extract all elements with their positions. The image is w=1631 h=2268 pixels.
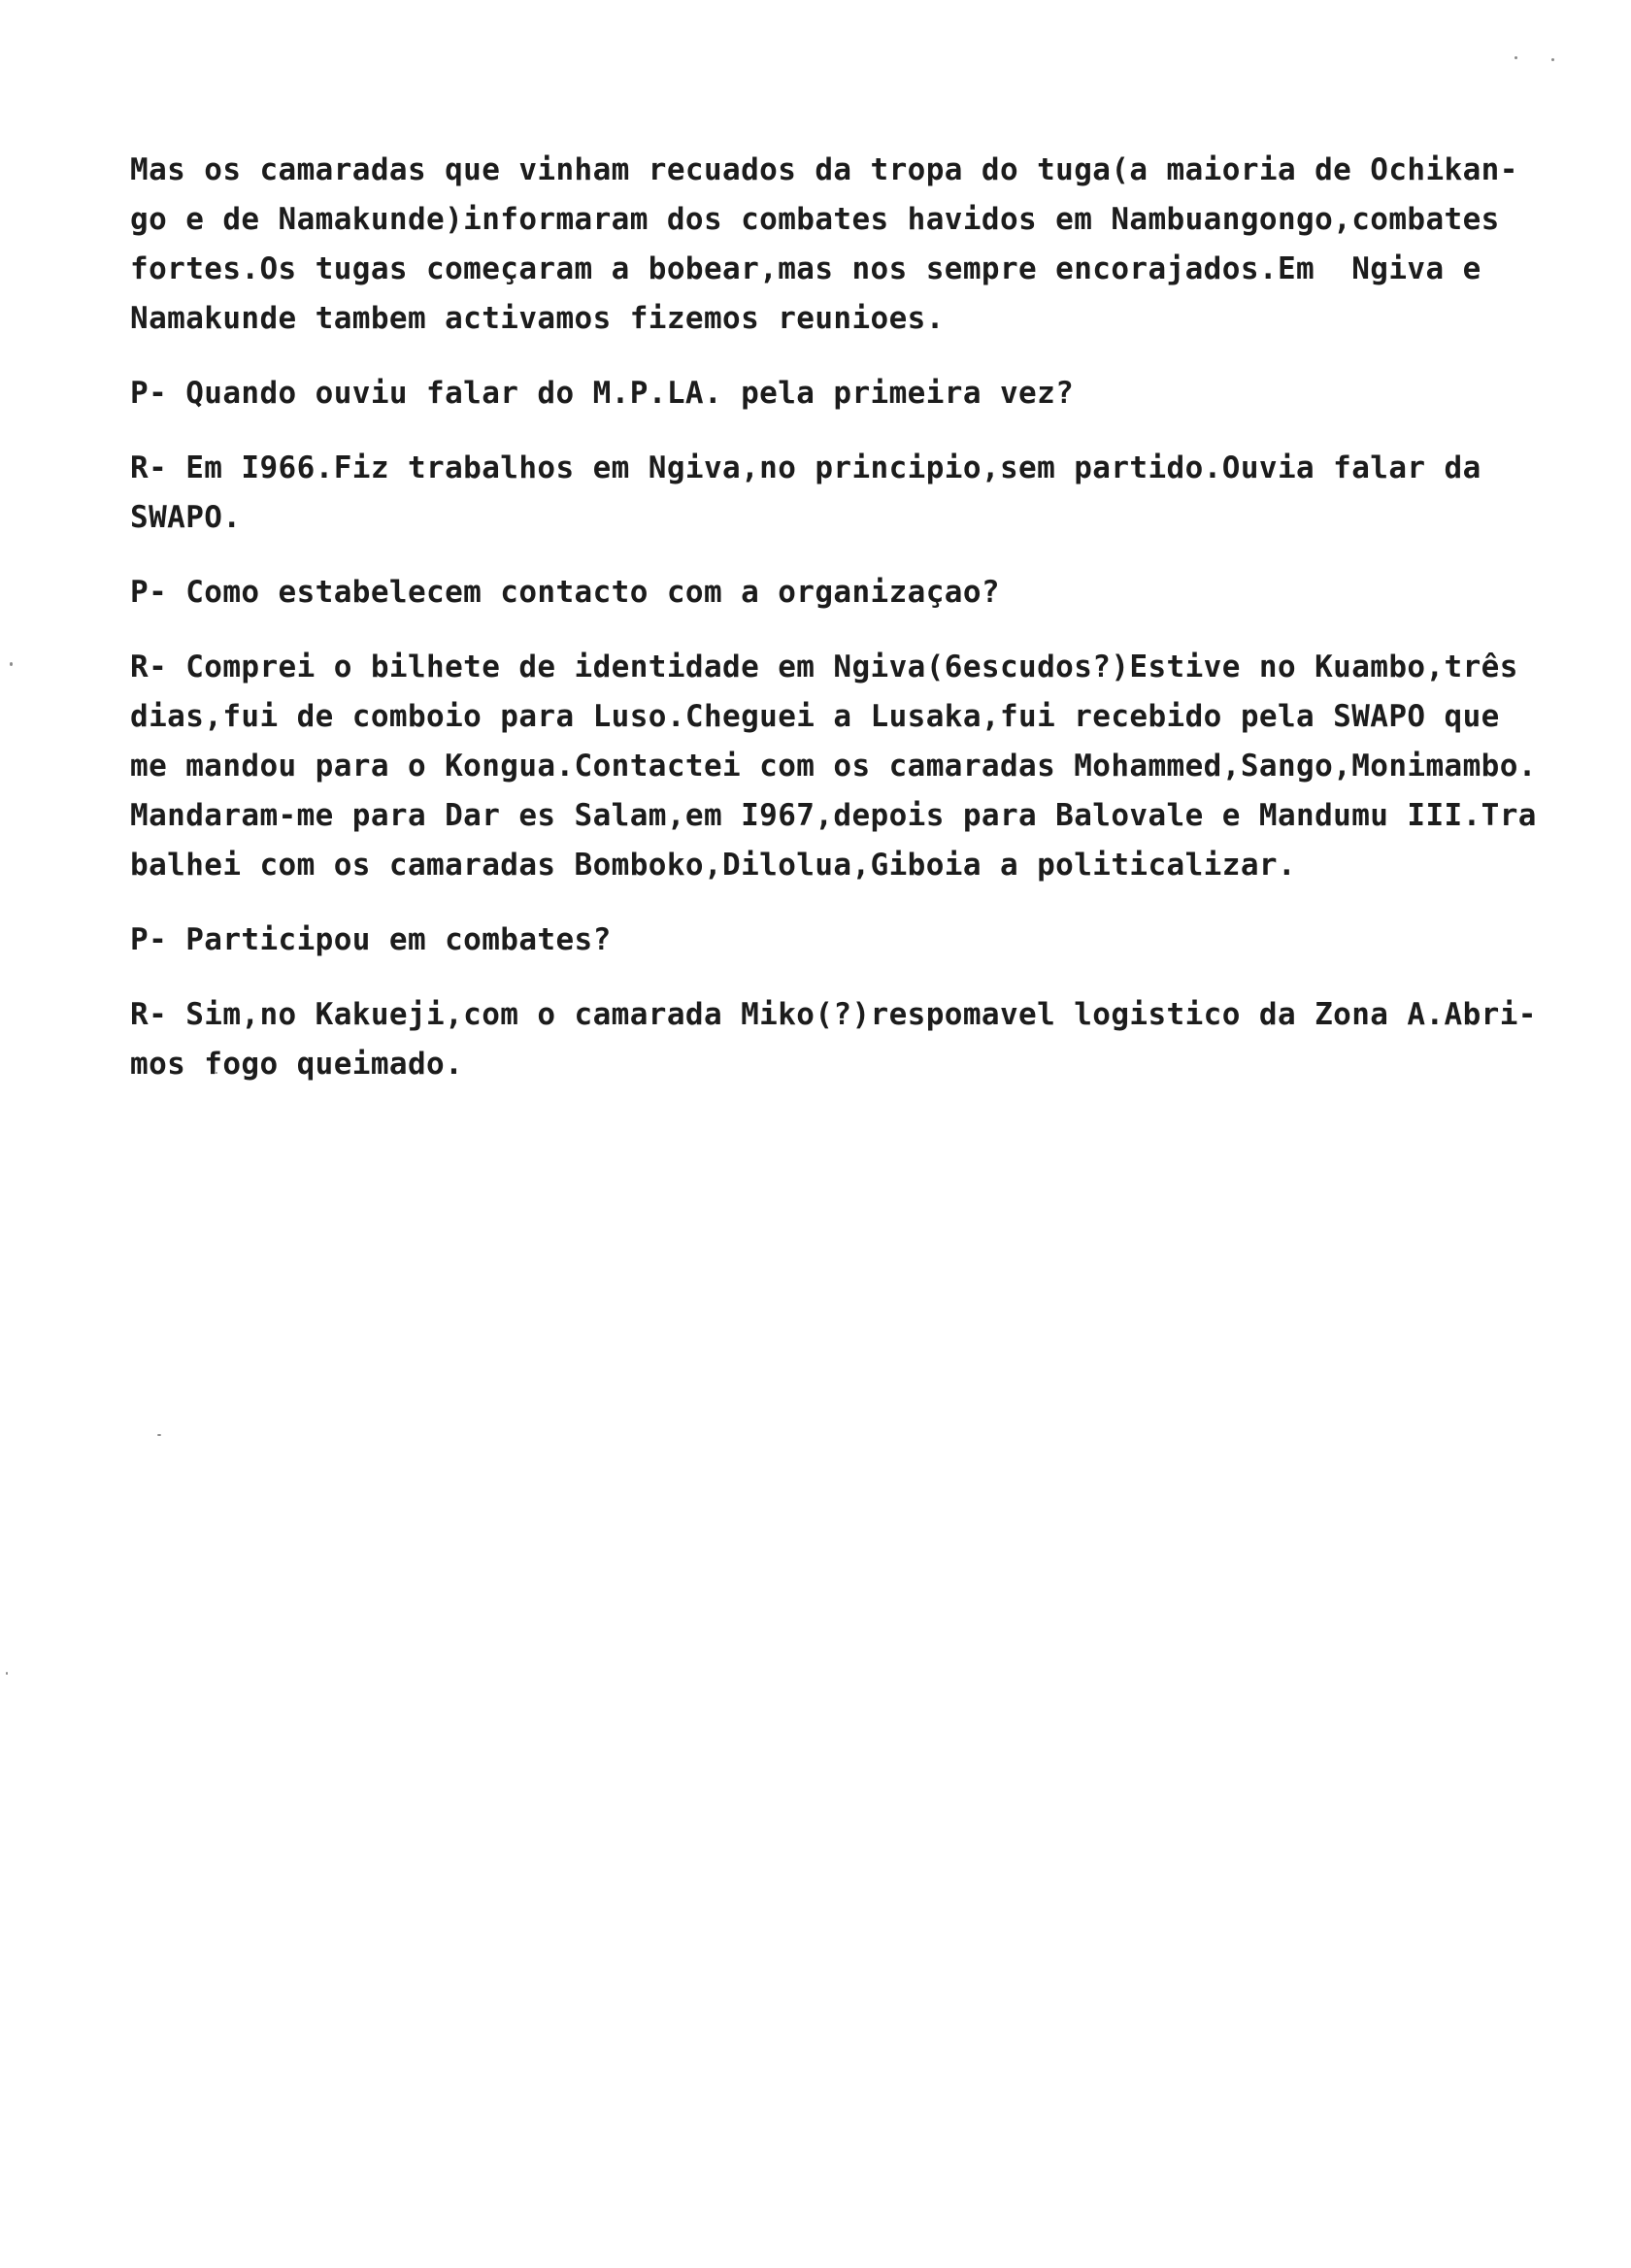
scan-speck [6,1672,8,1675]
answer-2 [130,643,1586,890]
text-line: balhei com os camaradas Bomboko,Dilolua,Giboia a politicalizar. [130,848,1297,883]
text-line: Namakunde tambem activamos fizemos reunioes. [130,301,945,336]
text-line: P- Quando ouviu falar do M.P.LA. pela primeira vez? [130,376,1075,411]
question-3 [130,916,1586,965]
scan-speck [1514,56,1517,59]
text-line: go e de Namakunde)informaram dos combates havidos em Nambuangongo,combates [130,202,1500,237]
scan-speck [157,1434,161,1436]
answer-1 [130,444,1586,543]
text-line: dias,fui de comboio para Luso.Cheguei a Lusaka,fui recebido pela SWAPO que [130,699,1500,734]
text-line: Mandaram-me para Dar es Salam,em I967,depois para Balovale e Mandumu III.Tra [130,798,1537,833]
text-line: fortes.Os tugas começaram a bobear,mas nos sempre encorajados.Em Ngiva e [130,251,1481,286]
text-line: P- Como estabelecem contacto com a organizaçao? [130,575,1000,610]
text-line: Mas os camaradas que vinham recuados da tropa do tuga(a maioria de Ochikan- [130,152,1518,187]
text-line: mos fogo queimado. [130,1047,464,1082]
text-line: P- Participou em combates? [130,922,612,957]
text-line: me mandou para o Kongua.Contactei com os camaradas Mohammed,Sango,Monimambo. [130,749,1537,784]
answer-3 [130,990,1586,1089]
typewritten-text [130,146,1586,1115]
text-line: SWAPO. [130,500,242,535]
scan-speck [1551,58,1554,61]
text-line: R- Sim,no Kakueji,com o camarada Miko(?)respomavel logistico da Zona A.Abri- [130,997,1537,1032]
question-1 [130,369,1586,418]
question-2 [130,568,1586,617]
scan-speck [10,662,13,666]
text-line: R- Comprei o bilhete de identidade em Ngiva(6escudos?)Estive no Kuambo,três [130,650,1518,684]
text-line: R- Em I966.Fiz trabalhos em Ngiva,no principio,sem partido.Ouvia falar da [130,450,1481,485]
paragraph-intro [130,146,1586,344]
